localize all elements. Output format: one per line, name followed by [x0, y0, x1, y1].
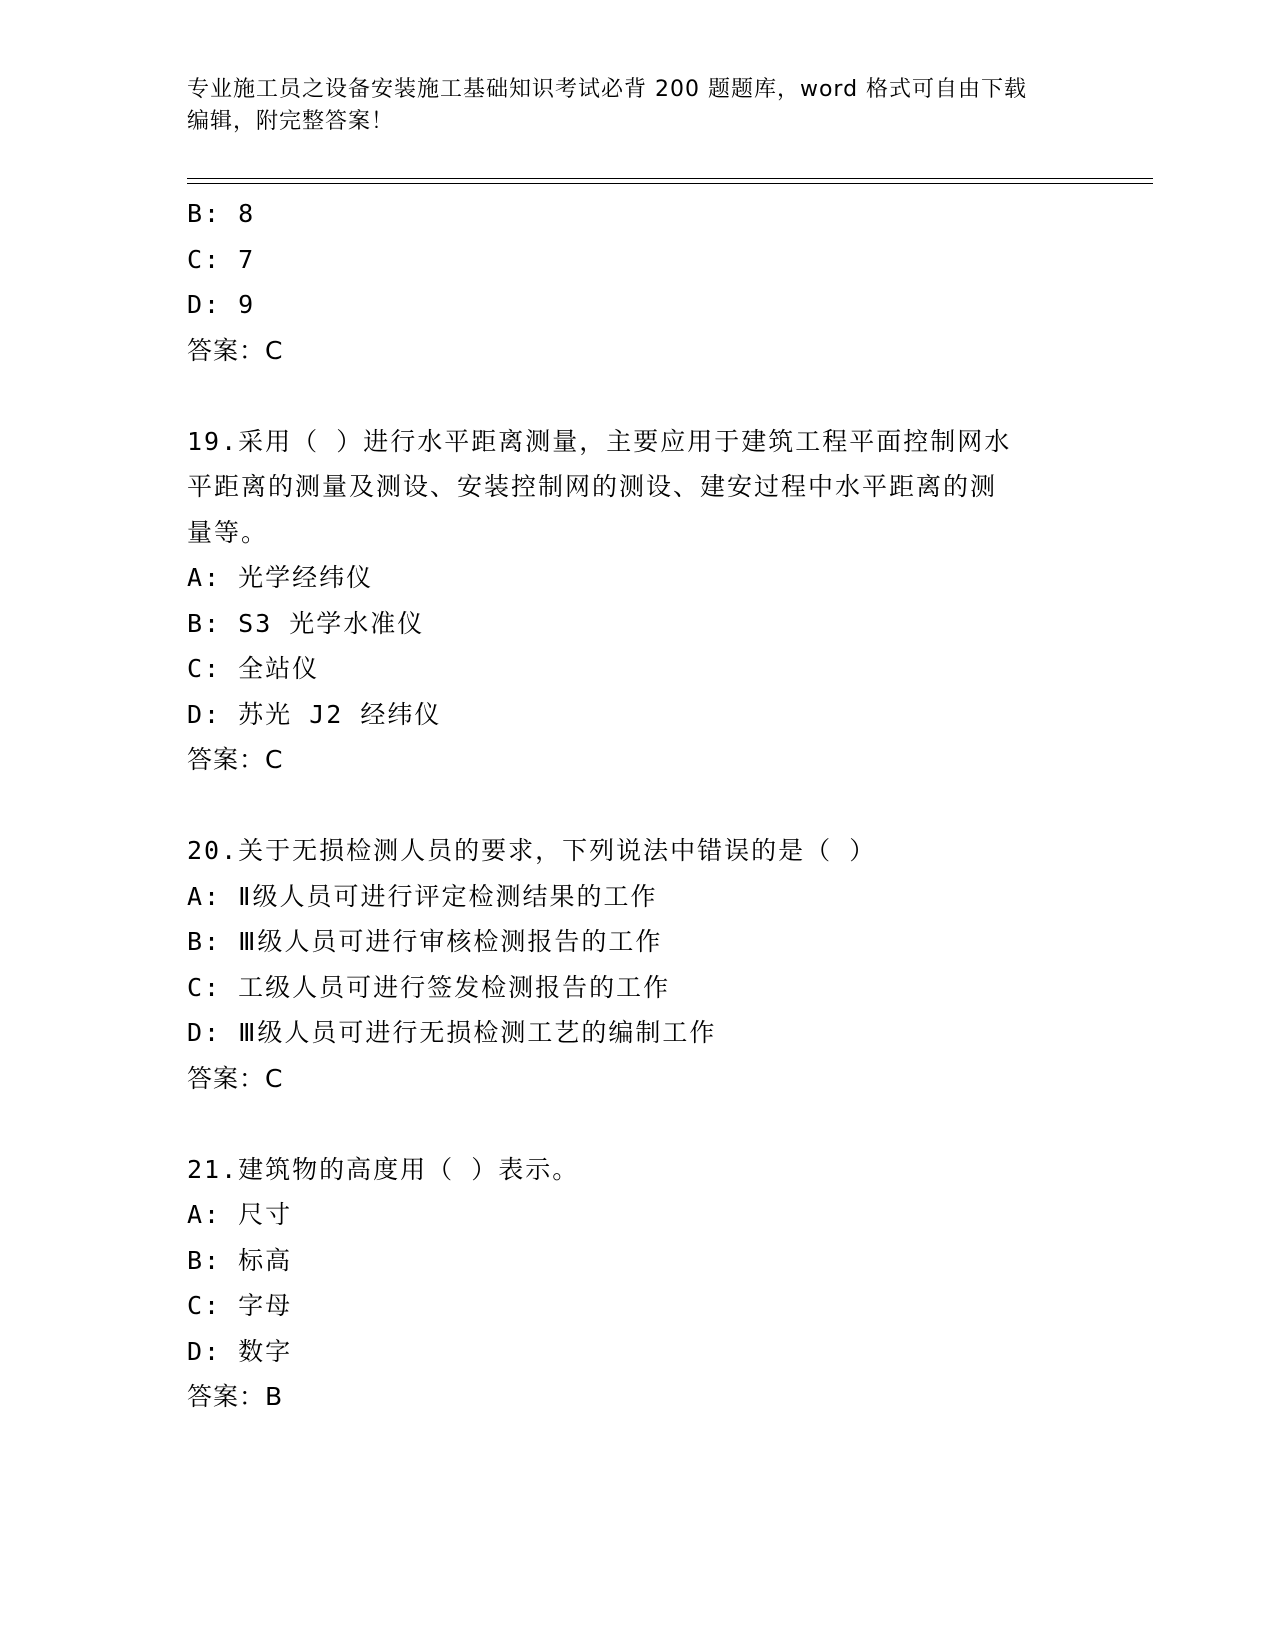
option-b: B: 标高 [187, 1245, 293, 1275]
partial-question [187, 191, 1067, 373]
question-content [187, 191, 1067, 1420]
answer-line: 答案：B [187, 1382, 284, 1411]
option-c: C: 字母 [187, 1291, 293, 1320]
question-stem-line: 19.采用（ ）进行水平距离测量，主要应用于建筑工程平面控制网水 [187, 426, 1012, 456]
question-19 [187, 419, 1067, 783]
option-b: B: 8 [187, 199, 256, 228]
question-stem-line: 20.关于无损检测人员的要求，下列说法中错误的是（ ） [187, 836, 877, 865]
spacer [187, 1101, 1067, 1147]
option-d: D: 苏光 J2 经纬仪 [187, 699, 442, 729]
option-c: C: 工级人员可进行签发检测报告的工作 [187, 972, 671, 1002]
option-c: C: 全站仪 [187, 654, 320, 683]
spacer [187, 373, 1067, 419]
question-20 [187, 828, 1067, 1101]
question-stem-line: 量等。 [187, 517, 269, 547]
question-21 [187, 1147, 1067, 1420]
option-a: A: 尺寸 [187, 1200, 293, 1229]
answer-line: 答案：C [187, 1063, 284, 1093]
option-c: C: 7 [187, 244, 256, 274]
document-header [187, 74, 1067, 138]
question-stem-line: 平距离的测量及测设、安装控制网的测设、建安过程中水平距离的测 [187, 472, 998, 501]
spacer [187, 783, 1067, 829]
option-d: D: Ⅲ级人员可进行无损检测工艺的编制工作 [187, 1018, 717, 1047]
option-b: B: Ⅲ级人员可进行审核检测报告的工作 [187, 927, 663, 956]
answer-line: 答案：C [187, 335, 284, 365]
question-stem-line: 21.建筑物的高度用（ ）表示。 [187, 1154, 580, 1184]
header-divider-top [187, 178, 1153, 179]
header-line-1: 专业施工员之设备安装施工基础知识考试必背 200 题题库，word 格式可自由下载 [187, 77, 1028, 102]
option-d: D: 数字 [187, 1336, 293, 1366]
option-a: A: Ⅱ级人员可进行评定检测结果的工作 [187, 881, 658, 911]
option-a: A: 光学经纬仪 [187, 563, 374, 592]
answer-line: 答案：C [187, 745, 284, 774]
option-b: B: S3 光学水准仪 [187, 608, 425, 638]
header-divider-bottom [187, 183, 1153, 184]
option-d: D: 9 [187, 290, 256, 319]
header-line-2: 编辑，附完整答案！ [187, 109, 395, 134]
